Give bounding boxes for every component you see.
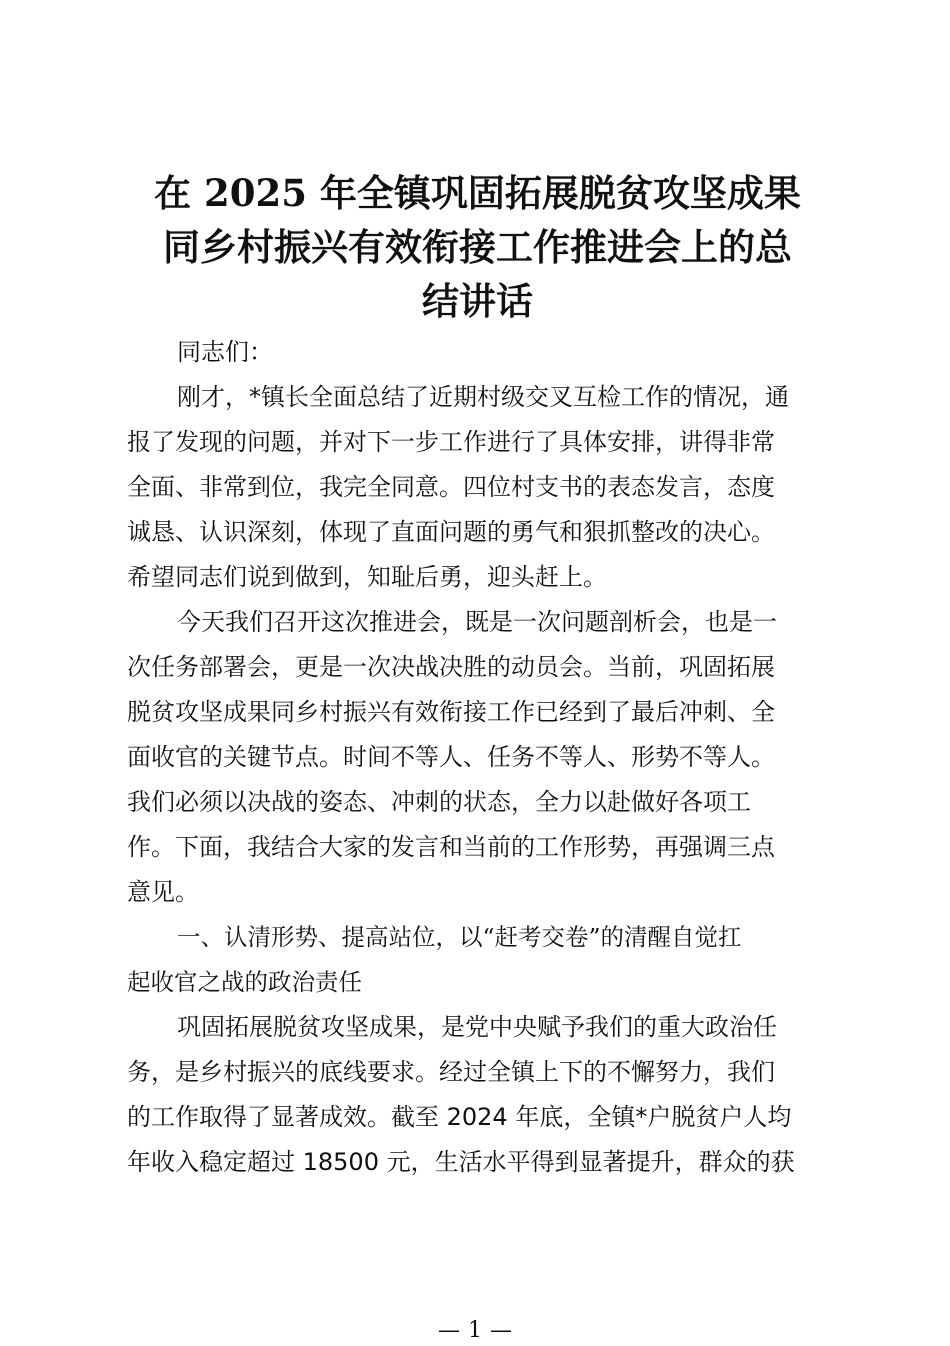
- paragraph-line: 希望同志们说到做到，知耻后勇，迎头赶上。: [127, 563, 607, 591]
- paragraph-line: 全面、非常到位，我完全同意。四位村支书的表态发言，态度: [127, 473, 775, 501]
- paragraph-line: 务，是乡村振兴的底线要求。经过全镇上下的不懈努力，我们: [127, 1058, 775, 1086]
- paragraph-2: [127, 600, 832, 915]
- document-title: [125, 166, 830, 328]
- title-line: 结讲话: [422, 279, 533, 323]
- page-footer: [0, 1316, 950, 1346]
- paragraph-line: 的工作取得了显著成效。截至 2024 年底，全镇*户脱贫户人均: [127, 1103, 792, 1131]
- page-number: 1: [468, 1318, 482, 1343]
- section-heading-line: 起收官之战的政治责任: [127, 968, 362, 996]
- paragraph-line: 诚恳、认识深刻，体现了直面问题的勇气和狠抓整改的决心。: [127, 518, 775, 546]
- paragraph-line: 年收入稳定超过 18500 元，生活水平得到显著提升，群众的获: [127, 1148, 795, 1176]
- paragraph-3: [127, 1005, 832, 1185]
- title-line: 在 2025 年全镇巩固拓展脱贫攻坚成果: [154, 171, 801, 215]
- salutation-text: 同志们：: [177, 338, 273, 366]
- paragraph-line: 刚才，*镇长全面总结了近期村级交叉互检工作的情况，通: [177, 383, 789, 411]
- paragraph-line: 今天我们召开这次推进会，既是一次问题剖析会，也是一: [177, 608, 777, 636]
- paragraph-line: 意见。: [127, 878, 199, 906]
- footer-dash-left: —: [438, 1318, 460, 1343]
- paragraph-line: 报了发现的问题，并对下一步工作进行了具体安排，讲得非常: [127, 428, 775, 456]
- paragraph-1: [127, 375, 832, 600]
- paragraph-line: 次任务部署会，更是一次决战决胜的动员会。当前，巩固拓展: [127, 653, 775, 681]
- paragraph-line: 作。下面，我结合大家的发言和当前的工作形势，再强调三点: [127, 833, 775, 861]
- paragraph-line: 巩固拓展脱贫攻坚成果，是党中央赋予我们的重大政治任: [177, 1013, 777, 1041]
- title-line: 同乡村振兴有效衔接工作推进会上的总: [163, 225, 792, 269]
- footer-dash-right: —: [490, 1318, 512, 1343]
- section-heading-1: [127, 915, 832, 1005]
- paragraph-line: 面收官的关键节点。时间不等人、任务不等人、形势不等人。: [127, 743, 775, 771]
- paragraph-line: 我们必须以决战的姿态、冲刺的状态，全力以赴做好各项工: [127, 788, 751, 816]
- salutation: [127, 330, 832, 375]
- document-body: [127, 330, 832, 1185]
- section-heading-line: 一、认清形势、提高站位，以“赶考交卷”的清醒自觉扛: [177, 923, 742, 951]
- paragraph-line: 脱贫攻坚成果同乡村振兴有效衔接工作已经到了最后冲刺、全: [127, 698, 775, 726]
